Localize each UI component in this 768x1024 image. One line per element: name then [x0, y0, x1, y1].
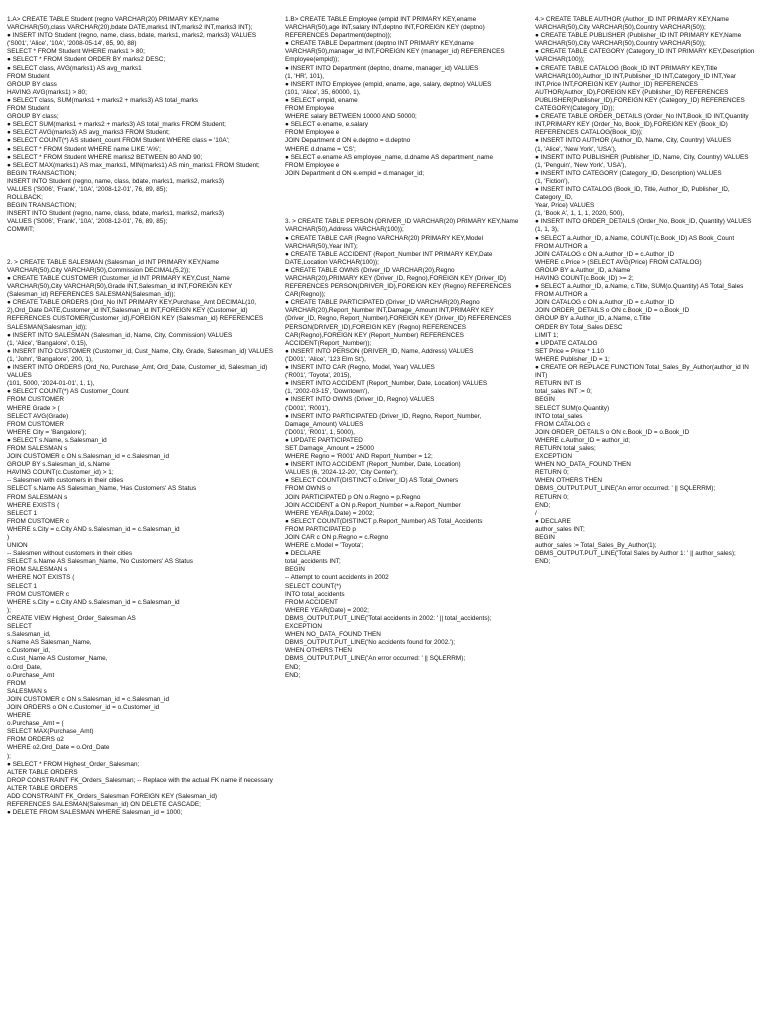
code-line: ● SELECT COUNT(DISTINCT o.Driver_ID) AS Total_Owners [285, 477, 459, 485]
code-line: ● SELECT AVG(marks3) AS avg_marks3 FROM Student; [7, 129, 170, 137]
code-line: WHERE s.City = c.City AND s.Salesman_id = c.Salesman_id [7, 598, 180, 606]
code-line: JOIN Department d ON e.deptno = d.deptno [285, 137, 411, 145]
code-line: (101, 5000, '2024-01-01', 1, 1), [7, 380, 95, 388]
code-line: LIMIT 1; [535, 331, 559, 339]
code-line: ● INSERT INTO AUTHOR (Author_ID, Name, City, Country) VALUES [535, 137, 732, 145]
code-line: ● CREATE TABLE Department (deptno INT PRIMARY KEY,dname VARCHAR(50),manager_id INT,FOREIGN KEY (manager_id) REFERENCES Employee(empid)); [285, 40, 507, 64]
code-line: ● INSERT INTO PERSON (DRIVER_ID, Name, Address) VALUES [285, 347, 474, 355]
code-line: FROM OWNS o [285, 485, 331, 493]
code-line: ● INSERT INTO Employee (empid, ename, age, salary, deptno) VALUES [285, 80, 492, 88]
code-line: s.Salesman_id, [7, 631, 51, 639]
code-line: (1, '2002-03-15', 'Downtown'), [285, 388, 370, 396]
code-line: ● SELECT class, AVG(marks1) AS avg_marks1 [7, 64, 142, 72]
code-line: SELECT s.Name AS Salesman_Name, 'No Customers' AS Status [7, 558, 193, 566]
code-line: SELECT 1 [7, 509, 38, 517]
code-line [285, 186, 525, 194]
code-line: ● DELETE FROM SALESMAN WHERE Salesman_id = 1000; [7, 809, 183, 817]
code-line: WHERE YEAR(a.Date) = 2002; [285, 509, 375, 517]
code-line: ● DECLARE [535, 517, 571, 525]
code-line: FROM ACCIDENT [285, 598, 338, 606]
code-line: DBMS_OUTPUT.PUT_LINE('Total accidents in 2002: ' || total_accidents); [285, 614, 492, 622]
code-line: (1, 'Alice', 'Bangalore', 0.15), [7, 339, 88, 347]
code-line: INTO total_sales [535, 412, 583, 420]
code-line: WHEN OTHERS THEN [535, 477, 602, 485]
code-line: REFERENCES SALESMAN(Salesman_id) ON DELETE CASCADE; [7, 801, 201, 809]
code-line: ● INSERT INTO Department (deptno, dname, manager_id) VALUES [285, 64, 479, 72]
code-line: ALTER TABLE ORDERS [7, 784, 78, 792]
code-line: (1, 'John', 'Bangalore', 200, 1), [7, 355, 93, 363]
code-line: FROM Student [7, 72, 50, 80]
code-line: SALESMAN s [7, 687, 47, 695]
code-line: FROM SALESMAN s [7, 493, 68, 501]
code-line: ● INSERT INTO PUBLISHER (Publisher_ID, Name, City, Country) VALUES [535, 153, 749, 161]
code-line: ● CREATE TABLE CAR (Regno VARCHAR(20) PRIMARY KEY,Model VARCHAR(50),Year INT); [285, 234, 485, 250]
code-line: o.Ord_Date, [7, 663, 42, 671]
code-line: ('D001', 'R001'), [285, 404, 331, 412]
code-line: ROLLBACK; [7, 194, 43, 202]
code-line: ● CREATE TABLE CATEGORY (Category_ID INT PRIMARY KEY,Description VARCHAR(100)); [535, 48, 757, 64]
code-line: s.Name AS Salesman_Name, [7, 639, 92, 647]
code-line: SELECT AVG(Grade) [7, 412, 69, 420]
code-line: ● INSERT INTO CUSTOMER (Customer_id, Cust_Name, City, Grade, Salesman_id) VALUES [7, 347, 273, 355]
code-line: SELECT 1 [7, 582, 38, 590]
code-line: ● INSERT INTO CATEGORY (Category_ID, Description) VALUES [535, 169, 722, 177]
code-line: WHERE EXISTS ( [7, 501, 60, 509]
code-line: ● SELECT COUNT(*) AS Customer_Count [7, 388, 129, 396]
code-line: ● DECLARE [285, 550, 321, 558]
code-line: ● SELECT COUNT(DISTINCT p.Report_Number) AS Total_Accidents [285, 517, 483, 525]
code-line: DROP CONSTRAINT FK_Orders_Salesman; -- Replace with the actual FK name if necessary [7, 776, 273, 784]
code-line: GROUP BY class [7, 80, 57, 88]
code-line: JOIN CUSTOMER c ON s.Salesman_id = c.Salesman_id [7, 695, 170, 703]
code-line: ● INSERT INTO ACCIDENT (Report_Number, Date, Location) [285, 461, 461, 469]
code-line: ● SELECT e.ename AS employee_name, d.dname AS department_name [285, 153, 494, 161]
code-line: ● SELECT s.Name, s.Salesman_id [7, 436, 107, 444]
code-line: (1, 'Alice', 'New York', 'USA'), [535, 145, 617, 153]
code-line: total_sales INT := 0; [535, 388, 592, 396]
code-line: DBMS_OUTPUT.PUT_LINE('An error occurred: ' || SQLERRM); [285, 655, 466, 663]
code-line: VALUES ('S006', 'Frank', '10A', '2008-12-01', 76, 89, 85); [7, 185, 168, 193]
code-line: HAVING AVG(marks1) > 80; [7, 88, 87, 96]
code-line: FROM SALESMAN s [7, 566, 68, 574]
code-line: ● INSERT INTO CAR (Regno, Model, Year) VALUES [285, 364, 435, 372]
code-line: COMMIT; [7, 226, 34, 234]
code-line: JOIN CAR c ON p.Regno = c.Regno [285, 534, 389, 541]
code-line: SELECT SUM(o.Quantity) [535, 404, 610, 412]
code-line: WHERE Regno = 'R001' AND Report_Number = 12; [285, 453, 433, 461]
code-line: SELECT [7, 623, 32, 631]
code-line: -- Salesmen with customers in their cities [7, 477, 124, 485]
code-line: VALUES (6, '2024-12-20', 'City Center'); [285, 469, 398, 477]
code-line: HAVING COUNT(c.Customer_id) > 1; [7, 469, 114, 477]
code-line: (1, 1, 3), [535, 226, 559, 234]
code-line: WHERE City = 'Bangalore'); [7, 428, 87, 436]
code-line: ● CREATE OR REPLACE FUNCTION Total_Sales_By_Author(author_id IN INT) [535, 364, 751, 380]
code-line: ('D001', 'Alice', '123 Elm St'), [285, 355, 366, 363]
code-line: author_sales INT; [535, 525, 585, 533]
code-line: author_sales := Total_Sales_By_Author(1); [535, 542, 657, 550]
code-line: ● SELECT class, SUM(marks1 + marks2 + marks3) AS total_marks [7, 96, 198, 104]
code-line: WHERE [7, 712, 31, 720]
code-line: WHERE salary BETWEEN 10000 AND 50000; [285, 113, 417, 121]
code-line [285, 178, 525, 186]
code-line: RETURN INT IS [535, 380, 582, 388]
code-line: JOIN ORDERS o ON c.Customer_id = o.Customer_id [7, 703, 160, 711]
code-line: FROM CUSTOMER c [7, 517, 70, 525]
code-line: ● SELECT * FROM Student ORDER BY marks2 DESC; [7, 56, 166, 64]
code-line: FROM AUTHOR a [535, 291, 588, 299]
code-line: END; [535, 558, 551, 566]
code-line: FROM CUSTOMER c [7, 590, 70, 598]
code-line: ● INSERT INTO ACCIDENT (Report_Number, Date, Location) VALUES [285, 380, 488, 388]
code-line: ● UPDATE PARTICIPATED [285, 436, 363, 444]
code-line: WHERE d.dname = 'CS'; [285, 145, 356, 153]
code-line: ALTER TABLE ORDERS [7, 768, 78, 776]
code-line: ('D001', 'R001', 1, 5000), [285, 428, 355, 436]
code-line: ● INSERT INTO SALESMAN (Salesman_id, Name, City, Commission) VALUES [7, 331, 233, 339]
code-line: total_accidents INT; [285, 558, 341, 566]
code-line: BEGIN TRANSACTION; [7, 202, 77, 210]
code-line: FROM Employee [285, 105, 335, 113]
code-line: (1, 'HR', 101), [285, 72, 325, 80]
code-line: ● CREATE TABLE ORDERS (Ord_No INT PRIMARY KEY,Purchase_Amt DECIMAL(10, 2),Ord_Date DATE,Customer_id INT,Salesman_id INT,FOREIGN KEY (Customer_id) REFERENCES CUSTOMER(Customer_id),FOREIGN KEY (Salesman_id) REFERENCES SALESMAN(Salesman_id)); [7, 299, 265, 331]
code-line: BEGIN [535, 396, 555, 404]
code-line: ) [7, 534, 10, 541]
code-line: GROUP BY a.Author_ID, a.Name [535, 266, 631, 274]
code-line: ● INSERT INTO Student (regno, name, class, bdate, marks1, marks2, marks3) VALUES [7, 32, 257, 40]
code-line: 2. > CREATE TABLE SALESMAN (Salesman_id INT PRIMARY KEY,Name VARCHAR(50),City VARCHAR(50),Commission DECIMAL(5,2)); [7, 258, 221, 274]
code-line: WHERE s.City = c.City AND s.Salesman_id = c.Salesman_id [7, 525, 180, 533]
code-line: ● CREATE TABLE CATALOG (Book_ID INT PRIMARY KEY,Title VARCHAR(100),Author_ID INT,Publisher_ID INT,Category_ID INT,Year INT,Price INT,FOREIGN KEY (Author_ID) REFERENCES AUTHOR(Author_ID),FOREIGN KEY (Publisher_ID) REFERENCES PUBLISHER(Publisher_ID),FOREIGN KEY (Category_ID) REFERENCES CATEGORY(Category_ID)); [535, 64, 747, 113]
code-line: FROM Student [7, 105, 50, 113]
code-line: JOIN ORDER_DETAILS o ON c.Book_ID = o.Book_ID [535, 307, 690, 315]
code-line: WHEN OTHERS THEN [285, 647, 352, 655]
code-line: JOIN CUSTOMER c ON s.Salesman_id = c.Salesman_id [7, 453, 170, 461]
code-line: SET Price = Price * 1.10 [535, 347, 604, 355]
code-line: HAVING COUNT(c.Book_ID) >= 2; [535, 275, 634, 282]
code-line: EXCEPTION [535, 453, 572, 461]
code-line: ● SELECT * FROM Student WHERE name LIKE 'A%'; [7, 145, 161, 153]
code-line: ● SELECT MAX(marks1) AS max_marks1, MIN(marks1) AS min_marks1 FROM Student; [7, 161, 260, 169]
code-line: WHERE NOT EXISTS ( [7, 574, 75, 582]
code-line: FROM CATALOG c [535, 420, 591, 428]
code-line [285, 202, 525, 210]
code-line: (1, 'Fiction'), [535, 177, 570, 185]
code-line: FROM [7, 679, 26, 687]
code-line: DBMS_OUTPUT.PUT_LINE('No accidents found for 2002.'); [285, 639, 456, 647]
code-line: END; [285, 671, 301, 679]
code-line: / [535, 509, 537, 517]
code-line: ● SELECT a.Author_ID, a.Name, c.Title, SUM(o.Quantity) AS Total_Sales [535, 283, 744, 291]
code-line: JOIN PARTICIPATED p ON o.Regno = p.Regno [285, 493, 421, 501]
code-line: SELECT s.Name AS Salesman_Name, 'Has Customers' AS Status [7, 485, 197, 493]
code-line: CREATE VIEW Highest_Order_Salesman AS [7, 614, 136, 622]
code-line: WHERE c.Author_ID = author_id; [535, 436, 631, 444]
code-line: WHERE Publisher_ID = 1; [535, 355, 610, 363]
code-line: INSERT INTO Student (regno, name, class, bdate, marks1, marks2, marks3) [7, 177, 225, 185]
code-line: FROM Employee e [285, 161, 340, 169]
column-right [535, 16, 763, 566]
code-line: ORDER BY Total_Sales DESC [535, 323, 623, 331]
code-line: ● SELECT * FROM Highest_Order_Salesman; [7, 760, 140, 768]
code-line: ); [7, 752, 11, 760]
code-line: VALUES ('S006', 'Frank', '10A', '2008-12-01', 76, 89, 85); [7, 218, 168, 226]
code-line [285, 210, 525, 218]
code-line: ● CREATE TABLE PARTICIPATED (Driver_ID VARCHAR(20),Regno VARCHAR(20),Report_Number INT,Damage_Amount INT,PRIMARY KEY (Driver_ID, Regno, Report_Number),FOREIGN KEY (Driver_ID) REFERENCES PERSON(DRIVER_ID),FOREIGN KEY (Regno) REFERENCES CAR(Regno),FOREIGN KEY (Report_Number) REFERENCES ACCIDENT(Report_Number)); [285, 299, 514, 347]
code-line: GROUP BY s.Salesman_id, s.Name [7, 461, 110, 469]
code-line: SET Damage_Amount = 25000 [285, 444, 374, 452]
code-line: FROM PARTICIPATED p [285, 525, 356, 533]
code-line: FROM AUTHOR a [535, 242, 588, 250]
code-line: ● INSERT INTO OWNS (Driver_ID, Regno) VALUES [285, 396, 435, 404]
code-line: ('R001', 'Toyota', 2015), [285, 372, 352, 380]
code-line: ● SELECT * FROM Student WHERE marks2 BETWEEN 80 AND 90; [7, 153, 203, 161]
code-line: ● SELECT a.Author_ID, a.Name, COUNT(c.Book_ID) AS Book_Count [535, 234, 735, 242]
code-line: BEGIN [285, 566, 305, 574]
code-line: ); [7, 606, 11, 614]
code-line: WHERE c.Price > (SELECT AVG(Price) FROM CATALOG) [535, 258, 702, 266]
code-line: c.Cust_Name AS Customer_Name, [7, 655, 108, 663]
code-line: WHEN NO_DATA_FOUND THEN [285, 631, 381, 639]
code-line: Year, Price) VALUES [535, 202, 595, 210]
code-line: ● SELECT e.ename, e.salary [285, 121, 368, 129]
code-line: 1.B> CREATE TABLE Employee (empid INT PRIMARY KEY,ename VARCHAR(50),age INT,salary INT,deptno INT,FOREIGN KEY (deptno) REFERENCES Department(deptno)); [285, 16, 487, 40]
code-line: EXCEPTION [285, 623, 322, 631]
code-line: JOIN CATALOG c ON a.Author_ID = c.Author_ID [535, 299, 675, 307]
code-line: RETURN 0; [535, 469, 569, 477]
code-line: RETURN 0; [535, 493, 569, 501]
code-line: ● CREATE TABLE ORDER_DETAILS (Order_No INT,Book_ID INT,Quantity INT,PRIMARY KEY (Order_No, Book_ID),FOREIGN KEY (Book_ID) REFERENCES CATALOG(Book_ID)); [535, 113, 751, 137]
code-line: 3. > CREATE TABLE PERSON (DRIVER_ID VARCHAR(20) PRIMARY KEY,Name VARCHAR(50),Address VARCHAR(100)); [285, 218, 521, 234]
code-line: JOIN Department d ON e.empid = d.manager_id; [285, 169, 425, 177]
code-line [285, 194, 525, 202]
code-line: ● INSERT INTO ORDERS (Ord_No, Purchase_Amt, Ord_Date, Customer_id, Salesman_id) VALUES [7, 364, 270, 380]
code-line: INTO total_accidents [285, 590, 345, 598]
code-line: (1, 'Penguin', 'New York', 'USA'), [535, 161, 627, 169]
code-line: WHERE o2.Ord_Date = o.Ord_Date [7, 744, 110, 752]
code-line: c.Customer_id, [7, 647, 50, 655]
code-line: FROM SALESMAN s [7, 444, 68, 452]
code-line: BEGIN TRANSACTION; [7, 169, 77, 177]
code-line: UNION [7, 542, 28, 550]
code-line: END; [535, 501, 551, 509]
code-line [7, 251, 275, 259]
code-line: ● CREATE TABLE CUSTOMER (Customer_id INT PRIMARY KEY,Cust_Name VARCHAR(50),City VARCHAR(50),Grade INT,Salesman_id INT,FOREIGN KEY (Salesman_id) REFERENCES SALESMAN(Salesman_id)); [7, 275, 234, 299]
code-line: -- Attempt to count accidents in 2002 [285, 574, 389, 582]
code-line [7, 235, 275, 243]
code-line: o.Purchase_Amt = ( [7, 720, 64, 728]
column-middle [285, 16, 525, 680]
column-left [7, 16, 275, 817]
code-line: DBMS_OUTPUT.PUT_LINE('An error occurred: ' || SQLERRM); [535, 485, 716, 493]
code-line: DBMS_OUTPUT.PUT_LINE('Total Sales by Author 1: ' || author_sales); [535, 550, 736, 558]
code-line: ● SELECT SUM(marks1 + marks2 + marks3) AS total_marks FROM Student; [7, 121, 226, 129]
code-line: ● SELECT empid, ename [285, 96, 358, 104]
code-line: JOIN ORDER_DETAILS o ON c.Book_ID = o.Book_ID [535, 428, 690, 436]
code-line: GROUP BY a.Author_ID, a.Name, c.Title [535, 315, 651, 323]
code-line: ('S001', 'Alice', '10A', '2008-05-14', 85, 90, 88) [7, 40, 137, 48]
code-line [7, 243, 275, 251]
code-line: SELECT * FROM Student WHERE marks1 > 80; [7, 48, 145, 56]
code-line: JOIN ACCIDENT a ON p.Report_Number = a.Report_Number [285, 501, 461, 509]
code-line: ● INSERT INTO CATALOG (Book_ID, Title, Author_ID, Publisher_ID, Category_ID, [535, 185, 732, 202]
code-line: FROM Employee e [285, 129, 340, 137]
code-line: ● CREATE TABLE ACCIDENT (Report_Number INT PRIMARY KEY,Date DATE,Location VARCHAR(100)); [285, 250, 495, 266]
code-line: (101, 'Alice', 35, 60000, 1), [285, 88, 361, 96]
code-line: ● SELECT COUNT(*) AS student_count FROM Student WHERE class = '10A'; [7, 137, 230, 145]
code-line: BEGIN [535, 534, 555, 541]
code-line: INSERT INTO Student (regno, name, class, bdate, marks1, marks2, marks3) [7, 210, 225, 218]
code-line: ● INSERT INTO PARTICIPATED (Driver_ID, Regno, Report_Number, Damage_Amount) VALUES [285, 412, 484, 428]
code-line: o.Purchase_Amt [7, 671, 55, 679]
code-line: -- Salesmen without customers in their cities [7, 550, 133, 558]
code-line: ● CREATE TABLE PUBLISHER (Publisher_ID INT PRIMARY KEY,Name VARCHAR(50),City VARCHAR(50),Country VARCHAR(50)); [535, 32, 743, 48]
code-line: WHEN NO_DATA_FOUND THEN [535, 461, 631, 469]
code-line: SELECT COUNT(*) [285, 582, 341, 590]
code-line: 1.A> CREATE TABLE Student (regno VARCHAR(20) PRIMARY KEY,name VARCHAR(50),class VARCHAR(20),bdate DATE,marks1 INT,marks2 INT,marks3 INT); [7, 16, 253, 32]
code-line: 4.> CREATE TABLE AUTHOR (Author_ID INT PRIMARY KEY,Name VARCHAR(50),City VARCHAR(50),Country VARCHAR(50)); [535, 16, 731, 32]
code-line: WHERE YEAR(Date) = 2002; [285, 606, 369, 614]
code-line: SELECT MAX(Purchase_Amt) [7, 728, 94, 736]
code-line: FROM CUSTOMER [7, 396, 65, 404]
code-line: ● INSERT INTO ORDER_DETAILS (Order_No, Book_ID, Quantity) VALUES [535, 218, 752, 226]
code-line: END; [285, 663, 301, 671]
code-line: ● UPDATE CATALOG [535, 339, 598, 347]
code-line: ● CREATE TABLE OWNS (Driver_ID VARCHAR(20),Regno VARCHAR(20),PRIMARY KEY (Driver_ID, Regno),FOREIGN KEY (Driver_ID) REFERENCES PERSON(DRIVER_ID),FOREIGN KEY (Regno) REFERENCES CAR(Regno)); [285, 266, 514, 299]
code-line: WHERE Grade > ( [7, 404, 60, 412]
code-line: ADD CONSTRAINT FK_Orders_Salesman FOREIGN KEY (Salesman_id) [7, 793, 218, 800]
code-line: (1, 'Book A', 1, 1, 1, 2020, 500), [535, 210, 625, 218]
code-line: FROM ORDERS o2 [7, 736, 64, 744]
code-line: RETURN total_sales; [535, 444, 596, 452]
code-line: FROM CUSTOMER [7, 420, 65, 428]
code-line: WHERE c.Model = 'Toyota'; [285, 542, 364, 550]
code-line: GROUP BY class; [7, 113, 59, 121]
code-line: JOIN CATALOG c ON a.Author_ID = c.Author_ID [535, 250, 675, 258]
